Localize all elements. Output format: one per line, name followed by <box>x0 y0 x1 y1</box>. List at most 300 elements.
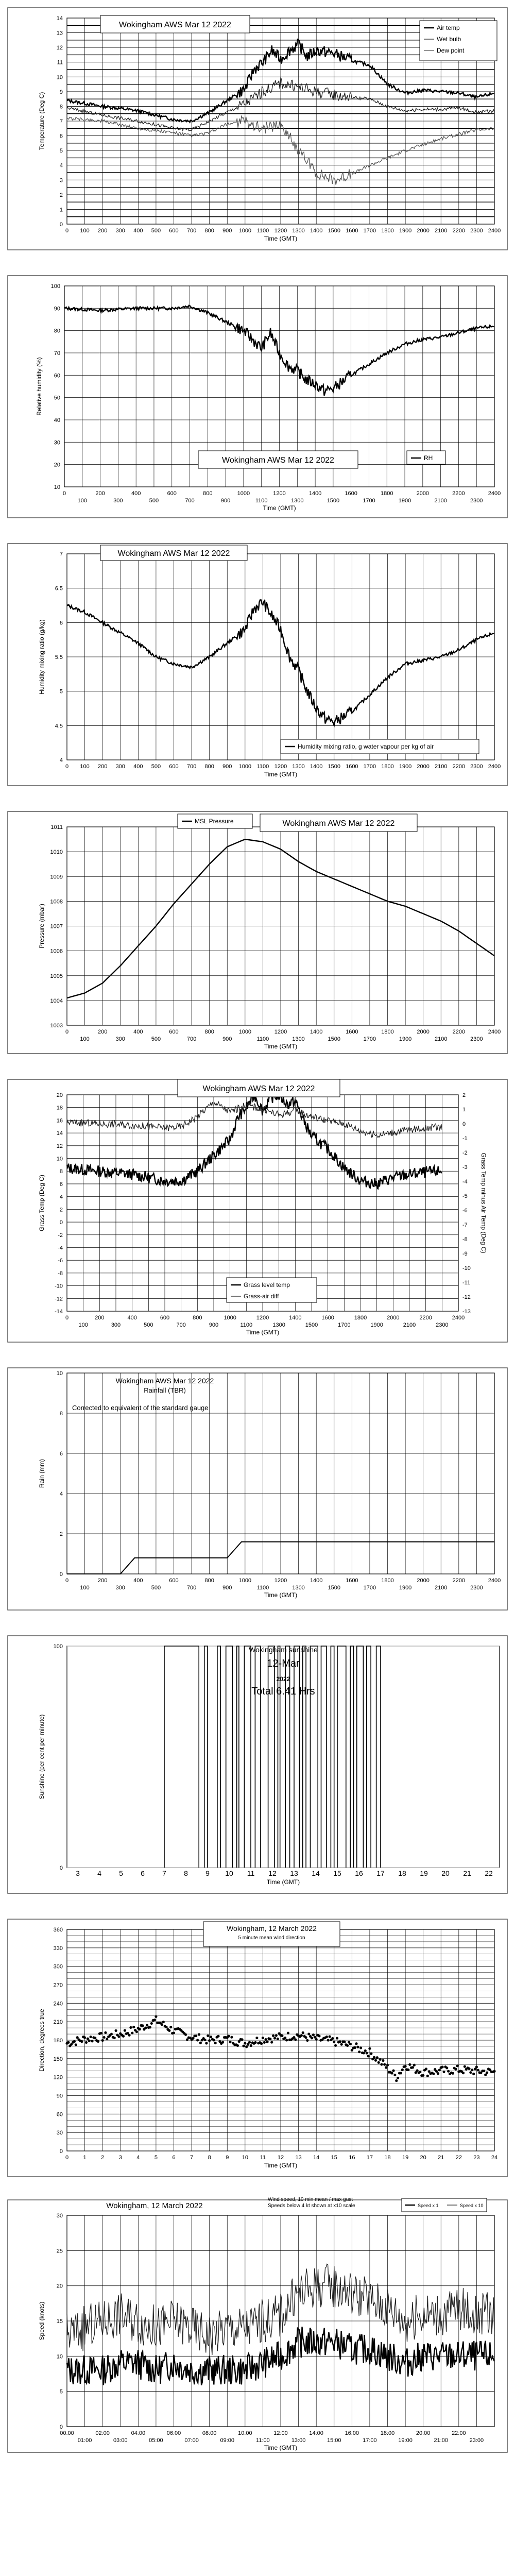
x-tick-label: 20:00 <box>416 2430 431 2436</box>
direction-point <box>210 2036 212 2038</box>
x-tick-label: 1500 <box>328 228 340 234</box>
x-tick-label: 1600 <box>346 1029 358 1035</box>
direction-point <box>270 2041 273 2043</box>
direction-point <box>132 2026 135 2028</box>
chart-grass <box>0 1072 515 1350</box>
y-right-tick-label: 0 <box>462 1121 466 1127</box>
y-tick-label: 1006 <box>50 948 63 955</box>
direction-point <box>407 2069 409 2071</box>
x-tick-label: 1900 <box>399 1585 412 1591</box>
direction-point <box>358 2050 360 2053</box>
direction-point <box>75 2043 77 2046</box>
direction-point <box>366 2052 368 2054</box>
x-tick-label: 900 <box>222 228 232 234</box>
x-tick-label: 200 <box>95 1315 105 1321</box>
direction-point <box>129 2026 132 2029</box>
y-tick-label: 2 <box>59 1207 63 1213</box>
x-axis-title: Time (GMT) <box>264 2444 298 2451</box>
x-tick-label: 1400 <box>310 1578 323 1584</box>
x-tick-label: 100 <box>80 1036 90 1042</box>
x-tick-label: 1000 <box>238 1029 252 1035</box>
panel-wind-speed <box>0 2192 515 2460</box>
x-tick-label: 9 <box>226 2155 229 2161</box>
x-tick-label: 900 <box>222 764 232 770</box>
direction-point <box>198 2033 200 2036</box>
x-tick-label: 4 <box>136 2155 140 2161</box>
legend-label: Grass-air diff <box>244 1293 279 1300</box>
x-tick-label: 13:00 <box>291 2437 306 2444</box>
x-tick-label: 1600 <box>345 490 357 497</box>
x-tick-label: 23:00 <box>469 2437 484 2444</box>
x-tick-label: 1100 <box>255 498 268 504</box>
x-tick-label: 1800 <box>381 1029 394 1035</box>
x-tick-label: 1600 <box>346 228 358 234</box>
chart-note: Corrected to equivalent of the standard gauge <box>72 1404 209 1412</box>
panel-mixing-ratio <box>0 536 515 793</box>
direction-point <box>230 2036 233 2039</box>
x-tick-label: 800 <box>193 1315 202 1321</box>
x-tick-label: 800 <box>204 228 214 234</box>
x-tick-label: 1000 <box>238 228 252 234</box>
direction-point <box>300 2034 303 2037</box>
direction-point <box>94 2037 96 2039</box>
x-tick-label: 23 <box>473 2155 480 2161</box>
direction-point <box>302 2031 304 2034</box>
y-tick-label: 0 <box>59 2424 63 2430</box>
y-tick-label: 180 <box>53 2038 63 2044</box>
direction-point <box>67 2041 70 2044</box>
direction-point <box>248 2041 251 2043</box>
y-right-tick-label: 2 <box>462 1092 466 1098</box>
direction-point <box>115 2029 117 2032</box>
direction-point <box>393 2074 396 2076</box>
direction-point <box>454 2068 457 2071</box>
y-tick-label: 1007 <box>50 923 63 930</box>
direction-point <box>217 2035 219 2038</box>
direction-point <box>339 2040 341 2043</box>
y-tick-label: 12 <box>56 45 63 52</box>
chart-temperature <box>0 0 515 258</box>
x-tick-label: 800 <box>203 490 213 497</box>
y-tick-label: 8 <box>59 1411 63 1417</box>
direction-point <box>128 2034 130 2037</box>
x-tick-label: 1700 <box>338 1322 351 1328</box>
x-tick-label: 400 <box>133 1578 143 1584</box>
direction-point <box>269 2038 271 2040</box>
direction-point <box>355 2042 357 2045</box>
x-tick-label: 20 <box>441 1869 450 1877</box>
x-tick-label: 100 <box>78 1322 88 1328</box>
x-tick-label: 15 <box>331 2155 337 2161</box>
direction-point <box>161 2023 163 2026</box>
chart-subtitle: 5 minute mean wind direction <box>238 1935 305 1941</box>
x-tick-label: 2300 <box>470 1585 483 1591</box>
y-tick-label: 8 <box>59 104 63 110</box>
legend-label: Dew point <box>437 47 465 54</box>
x-tick-label: 13 <box>290 1869 298 1877</box>
x-tick-label: 900 <box>209 1322 219 1328</box>
direction-point <box>334 2044 337 2047</box>
direction-point <box>315 2038 318 2041</box>
direction-point <box>395 2079 398 2082</box>
y-tick-label: -14 <box>55 1309 63 1315</box>
direction-point <box>469 2071 472 2074</box>
x-tick-label: 1300 <box>292 228 305 234</box>
direction-point <box>422 2074 424 2077</box>
y-tick-label: 10 <box>56 2353 63 2360</box>
y-tick-label: 5 <box>59 688 63 695</box>
x-tick-label: 1100 <box>240 1322 253 1328</box>
y-tick-label: 1004 <box>50 997 63 1004</box>
y-axis-title: Rain (mm) <box>38 1459 45 1488</box>
y-tick-label: 330 <box>53 1945 63 1952</box>
x-tick-label: 21:00 <box>434 2437 449 2444</box>
y-tick-label: -4 <box>58 1245 63 1251</box>
y-tick-label: 6.5 <box>55 585 63 592</box>
direction-point <box>442 2071 445 2073</box>
x-tick-label: 15:00 <box>327 2437 341 2444</box>
direction-point <box>154 2015 157 2018</box>
direction-point <box>471 2069 473 2071</box>
direction-point <box>173 2031 175 2034</box>
direction-point <box>367 2055 369 2057</box>
x-tick-label: 11:00 <box>256 2437 270 2444</box>
direction-point <box>207 2035 209 2037</box>
x-tick-label: 2000 <box>417 228 430 234</box>
x-axis-title: Time (GMT) <box>246 1329 280 1336</box>
x-tick-label: 1300 <box>272 1322 285 1328</box>
x-axis-title: Time (GMT) <box>264 1591 298 1599</box>
x-tick-label: 7 <box>162 1869 166 1877</box>
chart-title: Wokingham AWS Mar 12 2022 <box>202 1084 315 1093</box>
y-tick-label: 0 <box>59 1571 63 1578</box>
y-tick-label: 4.5 <box>55 723 63 730</box>
chart-title: Wokingham sunshine <box>249 1646 318 1654</box>
x-axis-title: Time (GMT) <box>264 1043 298 1050</box>
direction-point <box>307 2032 310 2035</box>
x-tick-label: 700 <box>186 1585 197 1591</box>
y-tick-label: 7 <box>59 118 63 125</box>
direction-point <box>104 2031 107 2034</box>
x-tick-label: 06:00 <box>166 2430 181 2436</box>
x-tick-label: 11 <box>260 2155 266 2161</box>
y-tick-label: 18 <box>56 1105 63 1111</box>
y-tick-label: 8 <box>59 1168 63 1175</box>
x-tick-label: 4 <box>97 1869 101 1877</box>
direction-point <box>242 2045 245 2047</box>
direction-point <box>195 2035 197 2037</box>
y-tick-label: -2 <box>58 1232 63 1239</box>
y-tick-label: 0 <box>59 222 63 228</box>
x-tick-label: 2400 <box>488 1578 501 1584</box>
chart-title: Wokingham AWS Mar 12 2022 <box>222 456 334 465</box>
direction-point <box>483 2070 485 2072</box>
y-tick-label: 70 <box>54 350 60 357</box>
direction-point <box>462 2072 465 2074</box>
x-tick-label: 700 <box>185 498 195 504</box>
x-tick-label: 10 <box>225 1869 233 1877</box>
x-tick-label: 12:00 <box>273 2430 288 2436</box>
x-tick-label: 17 <box>376 1869 385 1877</box>
direction-point <box>408 2063 411 2066</box>
direction-point <box>426 2075 429 2077</box>
y-right-tick-label: -9 <box>462 1251 468 1257</box>
chart-title: Wokingham AWS Mar 12 2022 <box>115 1377 214 1385</box>
y-tick-label: 1008 <box>50 899 63 905</box>
direction-point <box>205 2042 208 2044</box>
direction-point <box>293 2036 295 2039</box>
direction-point <box>356 2046 359 2048</box>
direction-point <box>472 2073 475 2075</box>
direction-point <box>213 2039 215 2041</box>
y-tick-label: 360 <box>53 1927 63 1933</box>
direction-point <box>265 2038 267 2041</box>
direction-point <box>363 2052 365 2054</box>
x-tick-label: 1800 <box>381 490 393 497</box>
x-tick-label: 2300 <box>470 228 483 234</box>
panel-humidity <box>0 268 515 526</box>
direction-point <box>88 2040 91 2042</box>
x-tick-label: 900 <box>222 1585 232 1591</box>
y-tick-label: -6 <box>58 1258 63 1264</box>
x-axis-title: Time (GMT) <box>263 504 296 512</box>
x-tick-label: 1500 <box>305 1322 318 1328</box>
x-tick-label: 04:00 <box>131 2430 146 2436</box>
x-tick-label: 500 <box>151 1036 161 1042</box>
y-tick-label: 80 <box>54 328 60 334</box>
x-tick-label: 14 <box>312 1869 320 1877</box>
y-tick-label: 14 <box>56 15 63 22</box>
x-tick-label: 17 <box>366 2155 373 2161</box>
direction-point <box>139 2028 141 2030</box>
y-right-tick-label: -13 <box>462 1309 471 1315</box>
x-tick-label: 1200 <box>274 764 287 770</box>
direction-point <box>273 2037 276 2039</box>
direction-point <box>284 2037 286 2039</box>
direction-point <box>416 2069 419 2072</box>
panel-temperature <box>0 0 515 258</box>
y-right-tick-label: -12 <box>462 1294 471 1300</box>
x-tick-label: 1200 <box>274 1029 287 1035</box>
direction-point <box>236 2044 239 2047</box>
y-tick-label: 90 <box>56 2093 63 2099</box>
y-right-tick-label: -6 <box>462 1208 468 1214</box>
y-tick-label: 20 <box>54 462 60 468</box>
direction-point <box>370 2053 372 2055</box>
direction-point <box>124 2029 126 2032</box>
x-tick-label: 600 <box>169 764 179 770</box>
y-tick-label: 11 <box>57 59 63 66</box>
x-tick-label: 1900 <box>399 1036 412 1042</box>
direction-point <box>333 2041 335 2043</box>
x-tick-label: 6 <box>141 1869 145 1877</box>
x-tick-label: 2100 <box>403 1322 416 1328</box>
direction-point <box>445 2066 448 2069</box>
x-tick-label: 2300 <box>470 764 483 770</box>
x-tick-label: 700 <box>176 1322 186 1328</box>
y-tick-label: -10 <box>55 1283 63 1290</box>
direction-point <box>135 2030 138 2033</box>
chart-rainfall <box>0 1360 515 1618</box>
panel-rainfall <box>0 1360 515 1618</box>
y-tick-label: 6 <box>59 1451 63 1457</box>
x-tick-label: 400 <box>133 228 143 234</box>
direction-point <box>312 2033 315 2036</box>
panel-grass <box>0 1072 515 1350</box>
x-tick-label: 0 <box>65 1578 69 1584</box>
chart-note: Speeds below 4 kt shown at x10 scale <box>268 2203 355 2209</box>
direction-point <box>419 2071 421 2073</box>
direction-point <box>150 2022 153 2025</box>
direction-point <box>97 2040 99 2043</box>
direction-point <box>100 2032 102 2035</box>
y-tick-label: 12 <box>56 1143 63 1149</box>
x-tick-label: 0 <box>65 228 69 234</box>
direction-point <box>73 2040 76 2043</box>
x-tick-label: 600 <box>169 1029 179 1035</box>
x-tick-label: 1800 <box>381 228 394 234</box>
y-tick-label: 300 <box>53 1963 63 1970</box>
x-tick-label: 22 <box>455 2155 462 2161</box>
x-tick-label: 18:00 <box>380 2430 395 2436</box>
y-axis-title: Speed (knots) <box>38 2301 45 2341</box>
x-axis-title: Time (GMT) <box>264 771 298 778</box>
x-tick-label: 18 <box>398 1869 406 1877</box>
x-tick-label: 1500 <box>328 1585 340 1591</box>
x-tick-label: 300 <box>111 1322 121 1328</box>
x-tick-label: 6 <box>172 2155 176 2161</box>
x-tick-label: 1400 <box>310 1029 323 1035</box>
x-tick-label: 2000 <box>417 764 430 770</box>
direction-point <box>400 2072 402 2074</box>
x-tick-label: 200 <box>95 490 105 497</box>
x-tick-label: 1000 <box>238 764 252 770</box>
x-tick-label: 1900 <box>399 764 412 770</box>
x-tick-label: 1300 <box>292 1585 305 1591</box>
y-tick-label: 1003 <box>50 1023 63 1029</box>
x-tick-label: 19:00 <box>398 2437 413 2444</box>
x-tick-label: 1500 <box>328 764 340 770</box>
y-tick-label: 0 <box>59 2148 63 2155</box>
y-right-tick-label: -1 <box>462 1136 468 1142</box>
direction-point <box>117 2035 120 2038</box>
y-tick-label: 7 <box>59 551 63 557</box>
x-tick-label: 2000 <box>416 490 430 497</box>
chart-title: Wokingham AWS Mar 12 2022 <box>282 819 395 828</box>
direction-point <box>250 2044 252 2047</box>
x-tick-label: 1000 <box>224 1315 236 1321</box>
x-tick-label: 8 <box>208 2155 211 2161</box>
x-tick-label: 700 <box>186 228 197 234</box>
direction-point <box>192 2037 194 2040</box>
x-tick-label: 09:00 <box>220 2437 235 2444</box>
direction-point <box>343 2041 346 2043</box>
direction-point <box>162 2021 165 2023</box>
y-right-tick-label: -4 <box>462 1179 468 1185</box>
direction-point <box>373 2056 375 2059</box>
legend-label: Air temp <box>437 24 460 31</box>
y-tick-label: 3 <box>59 177 63 184</box>
x-tick-label: 1200 <box>274 228 287 234</box>
direction-point <box>153 2019 156 2021</box>
y-right-tick-label: -11 <box>462 1280 471 1286</box>
y-tick-label: 14 <box>56 1130 63 1137</box>
x-tick-label: 600 <box>160 1315 170 1321</box>
direction-point <box>272 2035 274 2037</box>
chart-mixing-ratio <box>0 536 515 793</box>
direction-point <box>447 2070 450 2073</box>
x-tick-label: 08:00 <box>202 2430 217 2436</box>
y-tick-label: -12 <box>55 1296 63 1302</box>
x-tick-label: 800 <box>204 1029 214 1035</box>
y-tick-label: 10 <box>56 1370 63 1377</box>
x-tick-label: 18 <box>384 2155 391 2161</box>
direction-point <box>260 2042 263 2045</box>
x-tick-label: 2100 <box>435 1585 448 1591</box>
legend-label: Speed x 1 <box>418 2203 439 2208</box>
x-tick-label: 600 <box>167 490 177 497</box>
direction-point <box>438 2069 441 2071</box>
y-tick-label: 100 <box>53 1643 63 1650</box>
y-tick-label: 4 <box>59 1491 63 1497</box>
x-tick-label: 600 <box>169 228 179 234</box>
direction-point <box>262 2037 264 2039</box>
x-tick-label: 1700 <box>363 764 376 770</box>
direction-point <box>336 2037 338 2039</box>
y-axis-title: Direction, degrees true <box>38 2009 45 2072</box>
x-tick-label: 1300 <box>292 764 305 770</box>
x-tick-label: 100 <box>77 498 87 504</box>
x-tick-label: 500 <box>151 1585 161 1591</box>
x-tick-label: 17:00 <box>363 2437 377 2444</box>
direction-point <box>379 2058 381 2061</box>
x-tick-label: 01:00 <box>77 2437 92 2444</box>
x-axis-title: Time (GMT) <box>264 2162 298 2169</box>
panel-sunshine <box>0 1628 515 1901</box>
x-tick-label: 1600 <box>346 764 358 770</box>
direction-point <box>306 2039 308 2042</box>
direction-point <box>199 2042 202 2044</box>
direction-point <box>374 2059 377 2062</box>
x-tick-label: 1800 <box>381 1578 394 1584</box>
x-tick-label: 100 <box>80 1585 90 1591</box>
chart-pressure <box>0 804 515 1061</box>
x-tick-label: 1000 <box>238 1578 252 1584</box>
x-tick-label: 14 <box>313 2155 320 2161</box>
chart-subtitle: Rainfall (TBR) <box>144 1386 186 1394</box>
direction-point <box>475 2065 478 2068</box>
x-tick-label: 20 <box>420 2155 426 2161</box>
direction-point <box>391 2072 393 2074</box>
y-axis-title: Pressure (mbar) <box>38 904 45 948</box>
x-tick-label: 1700 <box>363 498 375 504</box>
x-tick-label: 2200 <box>452 228 466 234</box>
direction-point <box>255 2037 258 2039</box>
x-tick-label: 400 <box>133 1029 143 1035</box>
y-tick-label: 40 <box>54 417 60 423</box>
direction-point <box>106 2038 108 2040</box>
y-tick-label: -8 <box>58 1270 63 1277</box>
direction-point <box>437 2072 439 2075</box>
direction-point <box>275 2034 278 2037</box>
direction-point <box>456 2064 458 2067</box>
x-tick-label: 2200 <box>452 1578 466 1584</box>
x-tick-label: 12 <box>277 2155 284 2161</box>
x-tick-label: 1700 <box>363 1036 376 1042</box>
direction-point <box>141 2024 144 2027</box>
x-tick-label: 22 <box>485 1869 493 1877</box>
y-right-tick-label: -8 <box>462 1236 468 1243</box>
